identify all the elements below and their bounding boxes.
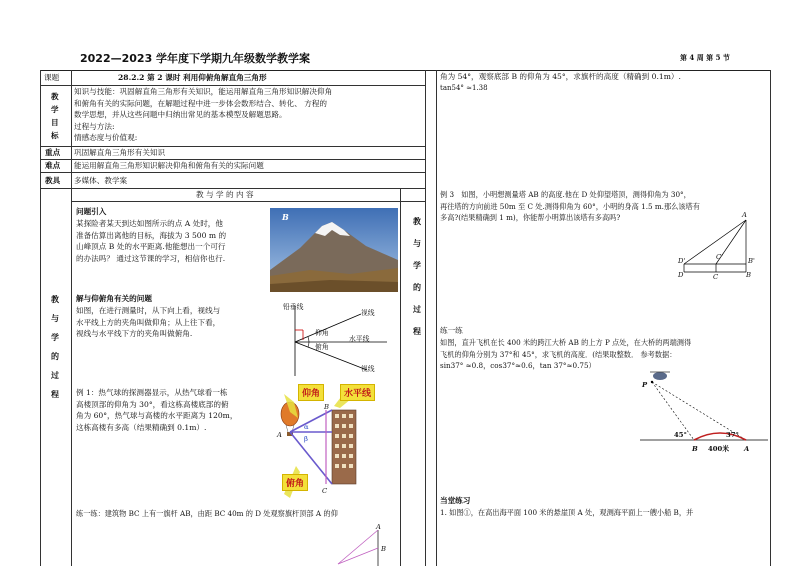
goals-label: 教学目标 <box>51 92 59 140</box>
example-3-line: 多高?(结果精确到 1 m)，你能帮小明算出该塔有多高吗? <box>440 213 621 222</box>
tower-diagram <box>676 211 768 282</box>
bottom-figure <box>330 524 390 566</box>
helicopter-diagram <box>640 370 768 458</box>
key-text: 巩固解直角三角形有关知识 <box>74 148 166 157</box>
balloon-diagram <box>276 382 398 500</box>
tools-label: 教具 <box>45 176 61 185</box>
example-1-line: 这栋高楼有多高（结果精确到 0.1m）. <box>76 422 207 432</box>
goal-line: 知识与技能：巩固解直角三角形有关知识，能运用解直角三角形知识解决仰角 <box>74 87 333 96</box>
angle-45-label: 45° <box>674 431 687 439</box>
topic-text: 28.2.2 第 2 课时 利用仰俯角解直角三角形 <box>118 73 267 82</box>
key-label: 重点 <box>45 148 61 157</box>
page-title: 2022—2023 学年度下学期九年级数学教学案 <box>80 52 311 65</box>
example-3-line: 再往塔的方向前进 50m 至 C 处.测得仰角为 60°，小明的身高 1.5 m.那么该塔有 <box>440 201 700 211</box>
bottom-a-label: A <box>376 523 381 531</box>
goals-text <box>74 86 424 144</box>
helicopter-p-label: P <box>642 381 648 389</box>
angle-37-label: 37° <box>726 431 739 439</box>
sight-line-label-2: 视线 <box>361 365 375 373</box>
week-label: 第 4 周 第 5 节 <box>680 53 730 62</box>
angle-line: 如图，在进行测量时，从下向上看，视线与 <box>76 306 221 315</box>
horizontal-line-label: 水平线 <box>349 335 370 343</box>
tower-c-label: C <box>713 273 719 281</box>
point-c-label: C <box>322 487 328 495</box>
practice-line: sin37° ≈0.8，cos37°≈0.6，tan 37°≈0.75） <box>440 361 596 370</box>
class-practice-title: 当堂练习 <box>440 496 471 505</box>
example-1-line: 高楼顶部的仰角为 30°，看这栋高楼底部的俯 <box>76 399 229 409</box>
alpha-label: α <box>304 423 309 431</box>
intro-line: 准备估算出离他的目标，海拔为 3 500 m 的 <box>76 230 227 240</box>
example-1-line: 角为 60°，热气球与高楼的水平距离为 120m， <box>76 411 238 420</box>
example-1-line: 例 1：热气球的探测器显示，从热气球看一栋 <box>76 388 228 397</box>
beta-label: β <box>304 435 308 443</box>
intro-line: 某探险者某天到达如图所示的点 A 处时，他 <box>76 219 223 228</box>
mountain-photo <box>270 208 398 292</box>
tower-d-prime-label: D' <box>678 257 686 265</box>
intro-text <box>76 218 266 264</box>
photo-point-label: B <box>282 212 289 222</box>
practice-1: 练一练：建筑物 BC 上有一旗杆 AB，由距 BC 40m 的 D 处观察旗杆顶部 A 的仰 <box>76 509 338 518</box>
continuation-line: 角为 54°，观察底部 B 的仰角为 45°，求旗杆的高度（精确到 0.1m）. <box>440 72 681 81</box>
right-continuation <box>440 71 768 94</box>
bridge-distance-label: 400米 <box>708 445 729 453</box>
tools-text: 多媒体、教学案 <box>74 176 128 185</box>
practice-line: 如图，直升飞机在长 400 米的跨江大桥 AB 的上方 P 点处，在大桥的两端测得 <box>440 338 692 347</box>
intro-title: 问题引入 <box>76 207 107 216</box>
horizontal-label: 水平线 <box>340 384 375 401</box>
plumb-line-label: 铅垂线 <box>283 303 304 311</box>
practice-line: 飞机的仰角分别为 37°和 45°，求飞机的高度．(结果取整数． 参考数据： <box>440 349 677 359</box>
tower-a-label: A <box>742 211 747 219</box>
content-header: 教 与 学 的 内 容 <box>196 190 254 199</box>
side-label-left: 教与学的过程 <box>51 294 59 399</box>
topic-label: 课题 <box>44 73 60 82</box>
goal-line: 数学思想，并从这些问题中归纳出常见的基本模型及解题思路。 <box>74 110 287 119</box>
angle-section-title: 解与仰俯角有关的问题 <box>76 294 152 303</box>
tan-value: tan54° ≈1.38 <box>440 83 488 92</box>
elevation-angle-label: 仰角 <box>315 329 329 337</box>
angle-line: 水平线上方的夹角叫做仰角；从上往下看， <box>76 317 221 327</box>
angle-line: 视线与水平线下方的夹角叫做俯角. <box>76 329 193 338</box>
tower-c-prime-label: C' <box>716 253 724 261</box>
goal-line: 过程与方法: <box>74 121 115 131</box>
elevation-label: 仰角 <box>298 384 324 401</box>
difficulty-text: 能运用解直角三角形知识解决仰角和俯角有关的实际问题 <box>74 161 264 170</box>
point-a-label: A <box>277 431 282 439</box>
bridge-b-label: B <box>692 445 698 453</box>
bottom-b-label: B <box>381 545 386 553</box>
depression-label: 俯角 <box>282 474 308 491</box>
point-b-label: B <box>324 403 329 411</box>
example-3-line: 例 3 如图，小明想测量塔 AB 的高度.他在 D 处仰望塔顶，测得仰角为 30°， <box>440 190 691 199</box>
tower-d-label: D <box>678 271 684 279</box>
side-label-right: 教与学的过程 <box>413 216 421 336</box>
tower-b-prime-label: B' <box>748 257 755 265</box>
angle-text <box>76 305 286 340</box>
goal-line: 和俯角有关的实际问题，在解题过程中进一步体会数形结合、转化、 方程的 <box>74 98 328 108</box>
intro-line: 山峰顶点 B 处的水平距离.他能想出一个可行 <box>76 242 226 251</box>
depression-angle-label: 俯角 <box>315 343 329 351</box>
sight-line-label: 视线 <box>361 309 375 317</box>
bridge-a-label: A <box>744 445 750 453</box>
tower-b-label: B <box>746 271 751 279</box>
practice-text <box>440 337 770 372</box>
intro-line: 的办法吗？ 通过这节课的学习，相信你也行. <box>76 253 226 263</box>
angle-diagram <box>275 300 395 378</box>
practice-title: 练一练 <box>440 326 463 335</box>
example-1 <box>76 387 281 433</box>
difficulty-label: 难点 <box>45 161 61 170</box>
class-practice-1: 1. 如图①，在高出海平面 100 米的悬崖顶 A 处，观测海平面上一艘小船 B，并 <box>440 508 694 517</box>
goal-line: 情感态度与价值观: <box>74 133 138 142</box>
